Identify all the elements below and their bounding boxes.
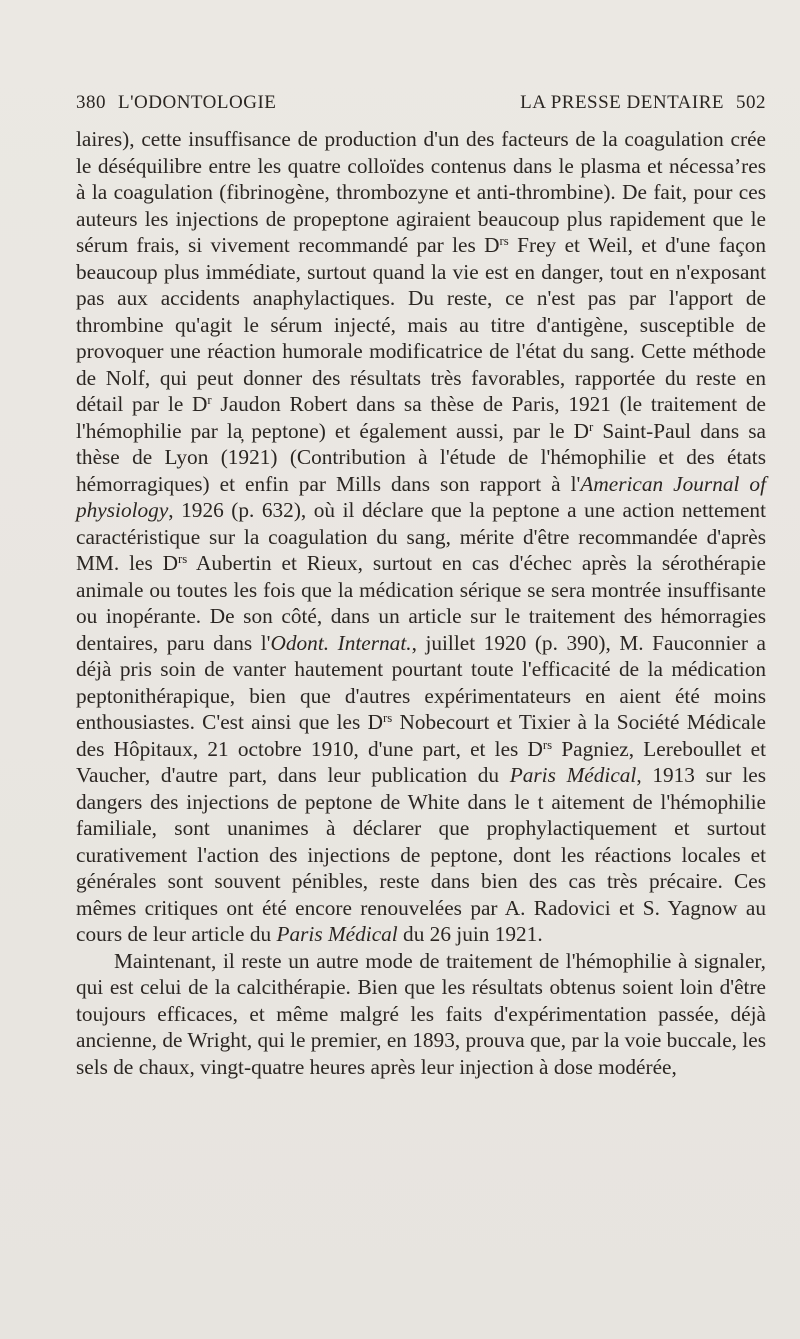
journal-title-italic: Paris Médical bbox=[509, 763, 637, 787]
text-run: Nobecourt et Tixier à la Société Médicale des Hôpitaux, 21 octobre 1910, d'une part, et les D bbox=[76, 710, 766, 761]
page-number-left: 380 bbox=[76, 92, 106, 113]
journal-title-italic: American Journal of physiology bbox=[76, 471, 766, 522]
text-run: laires), cette insuffisance de production d'un des facteurs de la coagulation crée le déséquilibre entre les quatre colloïdes contenus dans le plasma et nécessa’res à la coagulation (fibrinogène, thrombozyne et anti-thrombine). De fait, pour ces auteurs les injections de propeptone agiraient beaucoup plus rapidement que le sérum frais, si vivement recommandé par les D bbox=[76, 127, 766, 257]
text-run: Pagniez, Lereboullet et Vaucher, d'autre part, dans leur publication du bbox=[76, 736, 766, 787]
running-header bbox=[76, 92, 766, 120]
text-run: , juillet 1920 (p. 390), M. Fauconnier a déjà pris soin de vanter hautement pourtant toute l'efficacité de la médication peptonithérapique, bien que d'autres expérimentateurs en aient été moins enthousiastes. C'est ainsi que les D bbox=[76, 630, 766, 734]
journal-title-left: L'ODONTOLOGIE bbox=[118, 92, 277, 113]
journal-title-italic: Paris Médical bbox=[276, 922, 398, 946]
text-run: , 1913 sur les dangers des injections de peptone de White dans le t aitement de l'hémophilie familiale, sont unanimes à déclarer que prophylactiquement et surtout curativement l'action des injections de peptone, dont les réactions locales et générales sont souvent pénibles, reste dans bien des cas très précaire. Ces mêmes critiques ont été encore renouvelées par A. Radovici et S. Yagnow au cours de leur article du bbox=[76, 763, 766, 946]
superscript-abbrev: rs bbox=[499, 233, 509, 248]
page-number-right: 502 bbox=[736, 92, 766, 113]
text-run: Aubertin et Rieux, surtout en cas d'échec après la sérothérapie animale ou toutes les fois que la médication sérique se sera montrée insuffisante ou inopérante. De son côté, dans un article sur le traitement des hémorragies dentaires, paru dans l' bbox=[76, 551, 766, 655]
text-run: Saint-Paul dans sa thèse de Lyon (1921) (Contribution à l'étude de l'hémophilie et des états hémorragiques) et enfin par Mills dans son rapport à l' bbox=[76, 418, 767, 496]
superscript-abbrev: rs bbox=[542, 737, 553, 752]
text-run: du 26 juin 1921. bbox=[397, 922, 543, 946]
text-run: Jaudon Robert dans sa thèse de Paris, 1921 (le traitement de l'hémophilie par la̦ peptone) et également aussi, par le D bbox=[76, 392, 766, 443]
journal-title-italic: Odont. Internat. bbox=[270, 630, 412, 655]
superscript-abbrev: r bbox=[589, 419, 594, 434]
superscript-abbrev: r bbox=[207, 392, 212, 407]
body-text bbox=[76, 126, 766, 1080]
paragraph-calcitherapie: Maintenant, il reste un autre mode de traitement de l'hémophilie à signaler, qui est celui de la calcithérapie. Bien que les résultats obtenus soient loin d'être toujours efficaces, et même malgré les faits d'expérimentation passée, déjà ancienne, de Wright, qui le premier, en 1893, prouva que, par la voie buccale, les sels de chaux, vingt-quatre heures après leur injection à dose modérée, bbox=[76, 948, 766, 1079]
text-run: Frey et Weil, et d'une façon beaucoup plus immédiate, surtout quand la vie est en danger, tout en n'exposant pas aux accidents anaphylactiques. Du reste, ce n'est pas par l'apport de thrombine qu'agit le sérum injecté, mais au titre d'antigène, susceptible de provoquer une réaction humorale modificatrice de l'état du sang. Cette méthode de Nolf, qui peut donner des résultats très favorables, rapportée du reste en détail par le D bbox=[76, 233, 766, 416]
superscript-abbrev: rs bbox=[178, 551, 188, 566]
superscript-abbrev: rs bbox=[382, 710, 393, 725]
journal-title-right: LA PRESSE DENTAIRE bbox=[520, 92, 724, 113]
text-run: , 1926 (p. 632), où il déclare que la peptone a une action nettement caractéristique sur la coagulation du sang, mérite d'être recommandée d'après MM. les D bbox=[76, 498, 766, 575]
paragraph-continued bbox=[76, 126, 766, 948]
